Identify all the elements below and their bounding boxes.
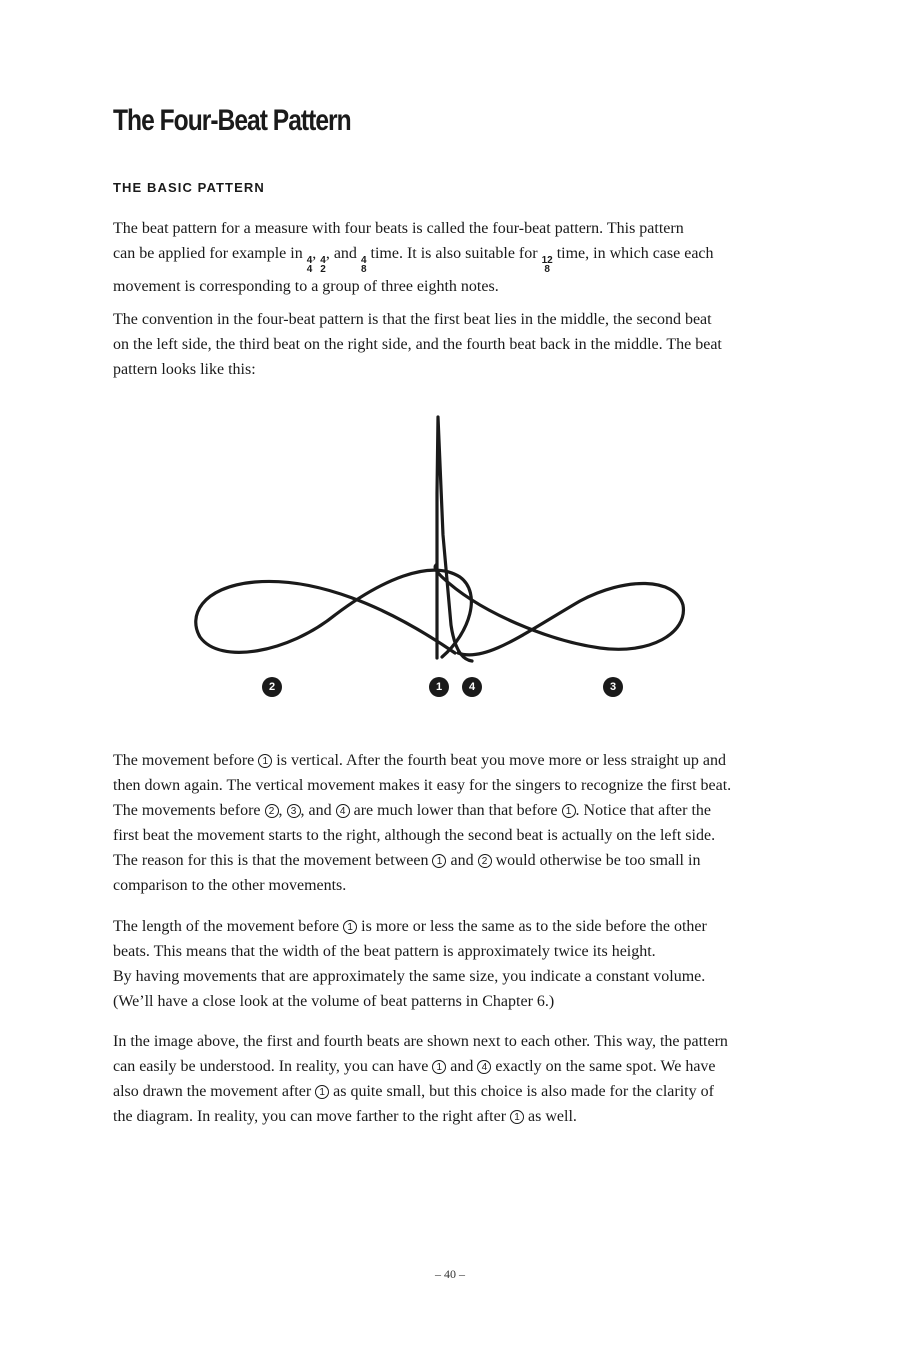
beat-marker-2: 2	[262, 677, 282, 697]
text-line: movement is corresponding to a group of three eighth notes.	[113, 278, 499, 295]
paragraph-convention	[113, 307, 803, 382]
text-line: In the image above, the first and fourth beats are shown next to each other. This way, the pattern	[113, 1033, 728, 1050]
text-line: The movement before 1 is vertical. After the fourth beat you move more or less straight up and	[113, 752, 726, 769]
text-line: comparison to the other movements.	[113, 877, 347, 894]
text-line: pattern looks like this:	[113, 361, 256, 378]
text-line: beats. This means that the width of the beat pattern is approximately twice its height.	[113, 943, 656, 960]
text-line: (We’ll have a close look at the volume of beat patterns in Chapter 6.)	[113, 993, 555, 1010]
time-signature-12-8: 12 8	[541, 255, 553, 275]
left-loop-stroke	[196, 570, 472, 657]
text-line: The reason for this is that the movement between 1 and 2 would otherwise be too small in	[113, 852, 701, 869]
circled-number-4: 4	[477, 1060, 491, 1074]
circled-number-1: 1	[562, 804, 576, 818]
text-line: the diagram. In reality, you can move farther to the right after 1 as well.	[113, 1108, 577, 1125]
paragraph-intro	[113, 216, 803, 299]
text-line: also drawn the movement after 1 as quite small, but this choice is also made for the clarity of	[113, 1083, 714, 1100]
text-line: The length of the movement before 1 is more or less the same as to the side before the other	[113, 918, 707, 935]
circled-number-2: 2	[265, 804, 279, 818]
page-title: The Four-Beat Pattern	[113, 104, 351, 137]
paragraph-reality	[113, 1029, 803, 1129]
text-line: By having movements that are approximately the same size, you indicate a constant volume.	[113, 968, 706, 985]
text-line: can be applied for example in 4 4 , 4 2 , and 4 8 time. It is also suitable for 12 8 time, in which case each	[113, 245, 714, 275]
text-line: first beat the movement starts to the right, although the second beat is actually on the left side.	[113, 827, 716, 844]
page-number: – 40 –	[435, 1267, 465, 1281]
circled-number-3: 3	[287, 804, 301, 818]
circled-number-1: 1	[432, 1060, 446, 1074]
text-line: The beat pattern for a measure with four beats is called the four-beat pattern. This pattern	[113, 220, 684, 237]
text-line: can easily be understood. In reality, you can have 1 and 4 exactly on the same spot. We have	[113, 1058, 716, 1075]
four-beat-pattern-diagram	[180, 405, 700, 710]
time-signature-4-8: 4 8	[360, 255, 367, 275]
text-line: on the left side, the third beat on the right side, and the fourth beat back in the middle. The beat	[113, 336, 722, 353]
circled-number-1: 1	[315, 1085, 329, 1099]
beat-marker-3: 3	[603, 677, 623, 697]
beat-marker-4: 4	[462, 677, 482, 697]
paragraph-movements	[113, 748, 803, 898]
text-line: The movements before 2 , 3 , and 4 are much lower than that before 1 . Notice that after the	[113, 802, 712, 819]
section-heading: THE BASIC PATTERN	[113, 180, 265, 195]
beat-pattern-curve	[180, 405, 700, 710]
circled-number-1: 1	[432, 854, 446, 868]
beat-marker-1: 1	[429, 677, 449, 697]
circled-number-1: 1	[343, 920, 357, 934]
text-line: The convention in the four-beat pattern is that the first beat lies in the middle, the second beat	[113, 311, 712, 328]
right-loop-stroke	[435, 565, 683, 655]
time-signature-4-2: 4 2	[320, 255, 326, 275]
circled-number-1: 1	[258, 754, 272, 768]
paragraph-length	[113, 914, 803, 1014]
time-signature-4-4: 4 4	[306, 255, 313, 275]
circled-number-2: 2	[478, 854, 492, 868]
circled-number-4: 4	[336, 804, 350, 818]
text-line: then down again. The vertical movement makes it easy for the singers to recognize the first beat.	[113, 777, 732, 794]
circled-number-1: 1	[510, 1110, 524, 1124]
